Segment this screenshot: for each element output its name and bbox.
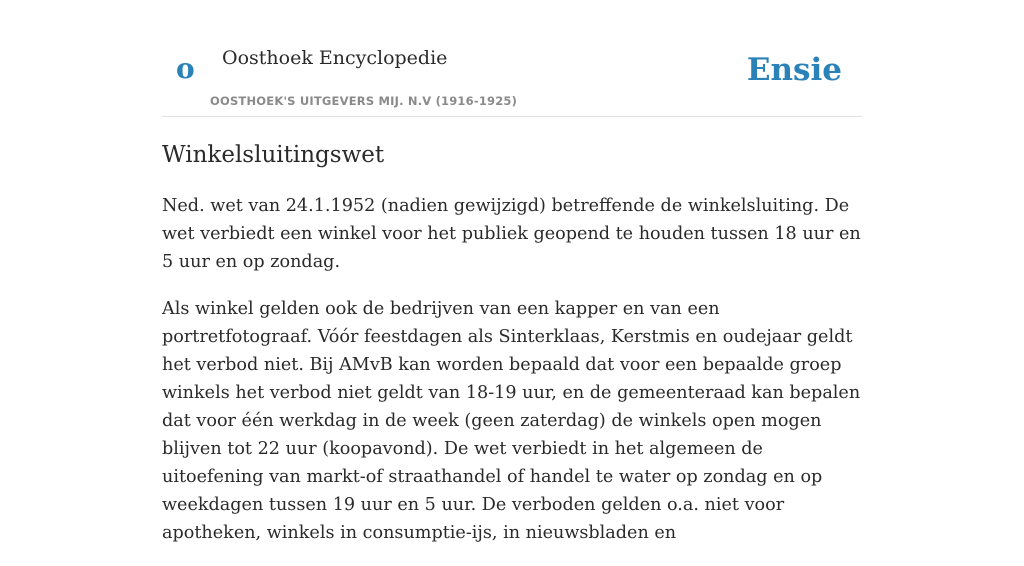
publication-logo[interactable]: o (176, 52, 195, 85)
article-paragraph: Als winkel gelden ook de bedrijven van een kapper en van een portretfotograaf. Vóór feestdagen als Sinterklaas, Kerstmis en oudejaar geldt het verbod niet. Bij AMvB kan worden bepaald dat voor een bepaalde groep winkels het verbod niet geldt van 18-19 uur, en de gemeenteraad kan bepalen dat voor één werkdag in de week (geen zaterdag) de winkels open mogen blijven tot 22 uur (koopavond). De wet verbiedt in het algemeen de uitoefening van markt-of straathandel of handel te water op zondag en op weekdagen tussen 19 uur en 5 uur. De verboden gelden o.a. niet voor apotheken, winkels in consumptie-ijs, in nieuwsbladen en (162, 299, 861, 543)
brand-logo[interactable]: Ensie (746, 52, 842, 88)
page (162, 0, 862, 543)
article-paragraph: Ned. wet van 24.1.1952 (nadien gewijzigd) betreffende de winkelsluiting. De wet verbiedt een winkel voor het publiek geopend te houden tussen 18 uur en 5 uur en op zondag. (162, 196, 861, 272)
publisher-name: OOSTHOEK'S UITGEVERS MIJ. N.V (1916-1925) (210, 94, 518, 108)
site-header (162, 0, 862, 117)
article-body (162, 192, 862, 566)
article-title: Winkelsluitingswet (162, 142, 385, 168)
publication-title[interactable]: Oosthoek Encyclopedie (222, 47, 448, 69)
